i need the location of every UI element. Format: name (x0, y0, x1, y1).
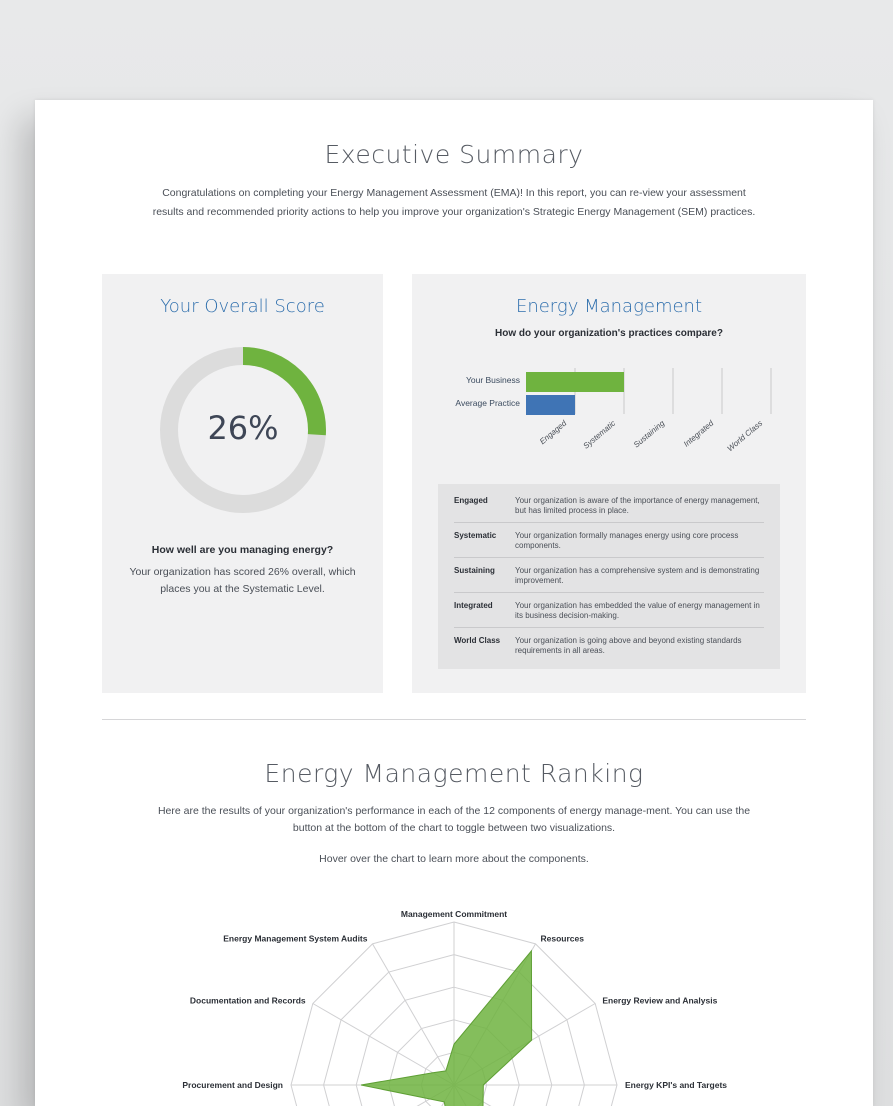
level-row (454, 523, 764, 558)
level-name: Engaged (454, 496, 488, 505)
level-row (454, 593, 764, 628)
overall-score-card (102, 274, 383, 693)
energy-management-title: Energy Management (515, 296, 703, 317)
energy-management-subtitle: How do your organization's practices compare? (495, 328, 723, 339)
radar-axis-label: Management Commitment (400, 909, 508, 919)
executive-summary-intro: Congratulations on completing your Energy Management Assessment (EMA)! In this report, you can re-view your assessment results and recommended priority actions to help you improve your organization's Strategic Energy Management (SEM) practices. (152, 187, 756, 218)
level-description: Your organization is going above and beyond existing standards requirements in all areas. (515, 636, 742, 655)
level-row (454, 488, 764, 523)
executive-summary-title: Executive Summary (324, 140, 584, 169)
level-description: Your organization has embedded the value of energy management in its business decision-making. (515, 601, 760, 620)
level-name: Sustaining (454, 566, 495, 575)
level-description: Your organization is aware of the importance of energy management, but has limited process in place. (515, 496, 760, 515)
level-description: Your organization formally manages energy using core process components. (515, 531, 739, 550)
bar-tick-label: Systematic (581, 418, 618, 451)
score-answer: Your organization has scored 26% overall, which places you at the Systematic Level. (129, 566, 356, 595)
bar-category-label: Your Business (465, 375, 520, 385)
score-question: How well are you managing energy? (151, 544, 334, 556)
radar-axis-label: Resources (540, 933, 584, 944)
bar-category-label: Average Practice (455, 398, 520, 408)
ranking-radar-chart[interactable] (35, 900, 873, 1106)
level-name: Systematic (454, 531, 497, 540)
bar-tick-label: Integrated (681, 418, 716, 449)
energy-management-card (412, 274, 806, 693)
radar-axis-label: Energy Review and Analysis (602, 995, 718, 1006)
report-page (35, 100, 873, 1106)
practice-comparison-chart[interactable] (412, 362, 806, 472)
ranking-intro: Here are the results of your organization's performance in each of the 12 components of energy manage-ment. You can use the button at the bottom of the chart to toggle between two visualizations. (157, 805, 751, 834)
bar[interactable] (526, 372, 624, 392)
level-definitions-table (438, 484, 780, 669)
level-description: Your organization has a comprehensive system and is demonstrating improvement. (515, 566, 760, 585)
overall-score-value: 26% (207, 409, 279, 447)
section-divider (102, 719, 806, 720)
bar-tick-label: World Class (725, 418, 765, 454)
bar-tick-label: Sustaining (631, 418, 667, 450)
level-name: World Class (454, 636, 501, 645)
level-row (454, 628, 764, 662)
radar-axis-label: Energy Management System Audits (223, 933, 368, 944)
overall-score-title: Your Overall Score (160, 296, 325, 317)
ranking-hover-note: Hover over the chart to learn more about the components. (319, 853, 589, 865)
radar-axis-label: Energy KPI's and Targets (625, 1080, 728, 1090)
level-row (454, 558, 764, 593)
ranking-title: Energy Management Ranking (264, 759, 644, 788)
level-name: Integrated (454, 601, 493, 610)
radar-axis-label: Documentation and Records (189, 995, 306, 1006)
bar[interactable] (526, 395, 575, 415)
radar-axis-label: Procurement and Design (182, 1080, 283, 1090)
bar-tick-label: Engaged (537, 418, 569, 447)
